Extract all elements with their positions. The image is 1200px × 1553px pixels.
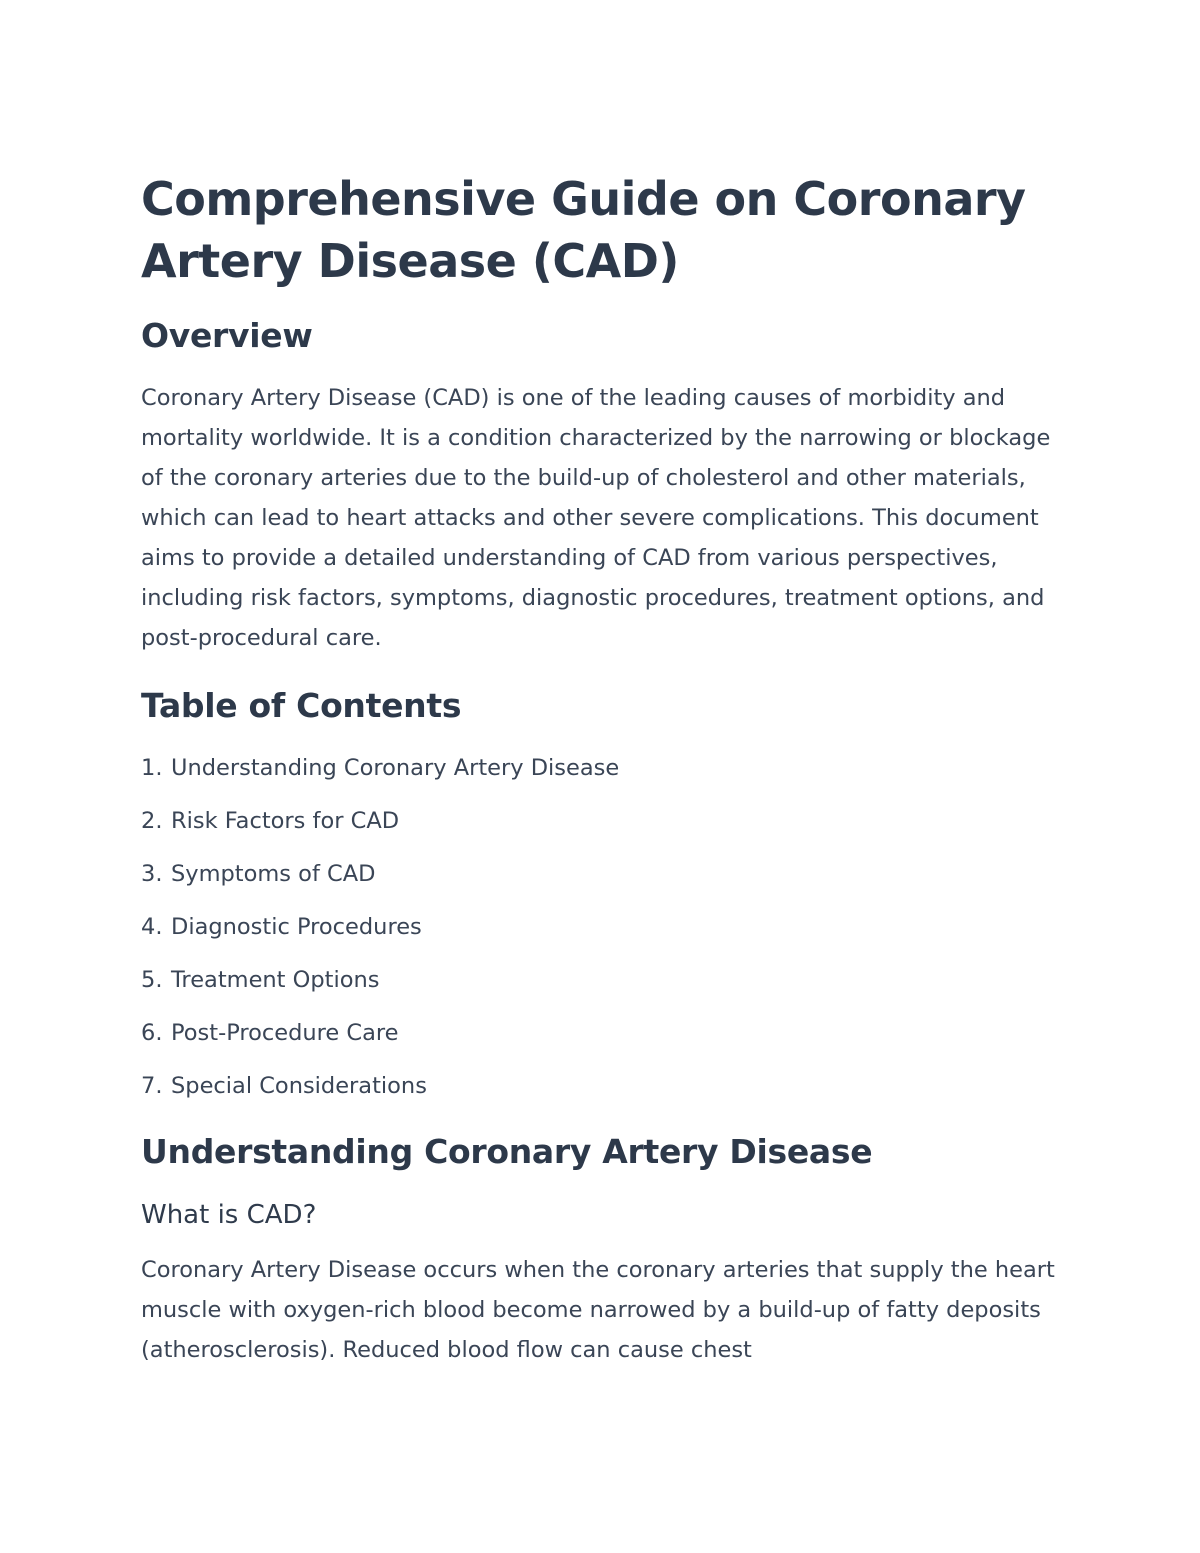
toc-item-number: 2. (141, 808, 163, 834)
toc-item-label: Understanding Coronary Artery Disease (171, 755, 620, 781)
toc-item-label: Risk Factors for CAD (171, 808, 400, 834)
toc-list (141, 754, 1071, 1100)
toc-item (141, 913, 1071, 941)
toc-item (141, 966, 1071, 994)
toc-heading: Table of Contents (141, 686, 462, 725)
toc-item (141, 860, 1071, 888)
toc-item-label: Symptoms of CAD (171, 861, 376, 887)
toc-item-number: 1. (141, 755, 163, 781)
toc-item-number: 6. (141, 1020, 163, 1046)
toc-item-label: Treatment Options (171, 967, 380, 993)
toc-item-number: 5. (141, 967, 163, 993)
toc-item-label: Special Considerations (171, 1073, 427, 1099)
page-title: Comprehensive Guide on Coronary Artery Disease (CAD) (141, 172, 1026, 288)
what-is-cad-paragraph: Coronary Artery Disease occurs when the coronary arteries that supply the heart muscle with oxygen-rich blood become narrowed by a build-up of fatty deposits (atherosclerosis). Reduced blood flow can cause chest (141, 1257, 1055, 1363)
overview-heading: Overview (141, 316, 313, 355)
toc-item-number: 4. (141, 914, 163, 940)
toc-item-number: 3. (141, 861, 163, 887)
toc-item (141, 754, 1071, 782)
understanding-heading: Understanding Coronary Artery Disease (141, 1132, 873, 1171)
document-page (141, 168, 1071, 1370)
overview-paragraph: Coronary Artery Disease (CAD) is one of the leading causes of morbidity and mortality worldwide. It is a condition characterized by the narrowing or blockage of the coronary arteries due to the build-up of cholesterol and other materials, which can lead to heart attacks and other severe complications. This document aims to provide a detailed understanding of CAD from various perspectives, including risk factors, symptoms, diagnostic procedures, treatment options, and post-procedural care. (141, 385, 1051, 651)
toc-item-number: 7. (141, 1073, 163, 1099)
toc-item-label: Post-Procedure Care (171, 1020, 399, 1046)
toc-item (141, 1072, 1071, 1100)
toc-item (141, 807, 1071, 835)
toc-item (141, 1019, 1071, 1047)
toc-item-label: Diagnostic Procedures (171, 914, 422, 940)
what-is-cad-subheading: What is CAD? (141, 1200, 317, 1230)
